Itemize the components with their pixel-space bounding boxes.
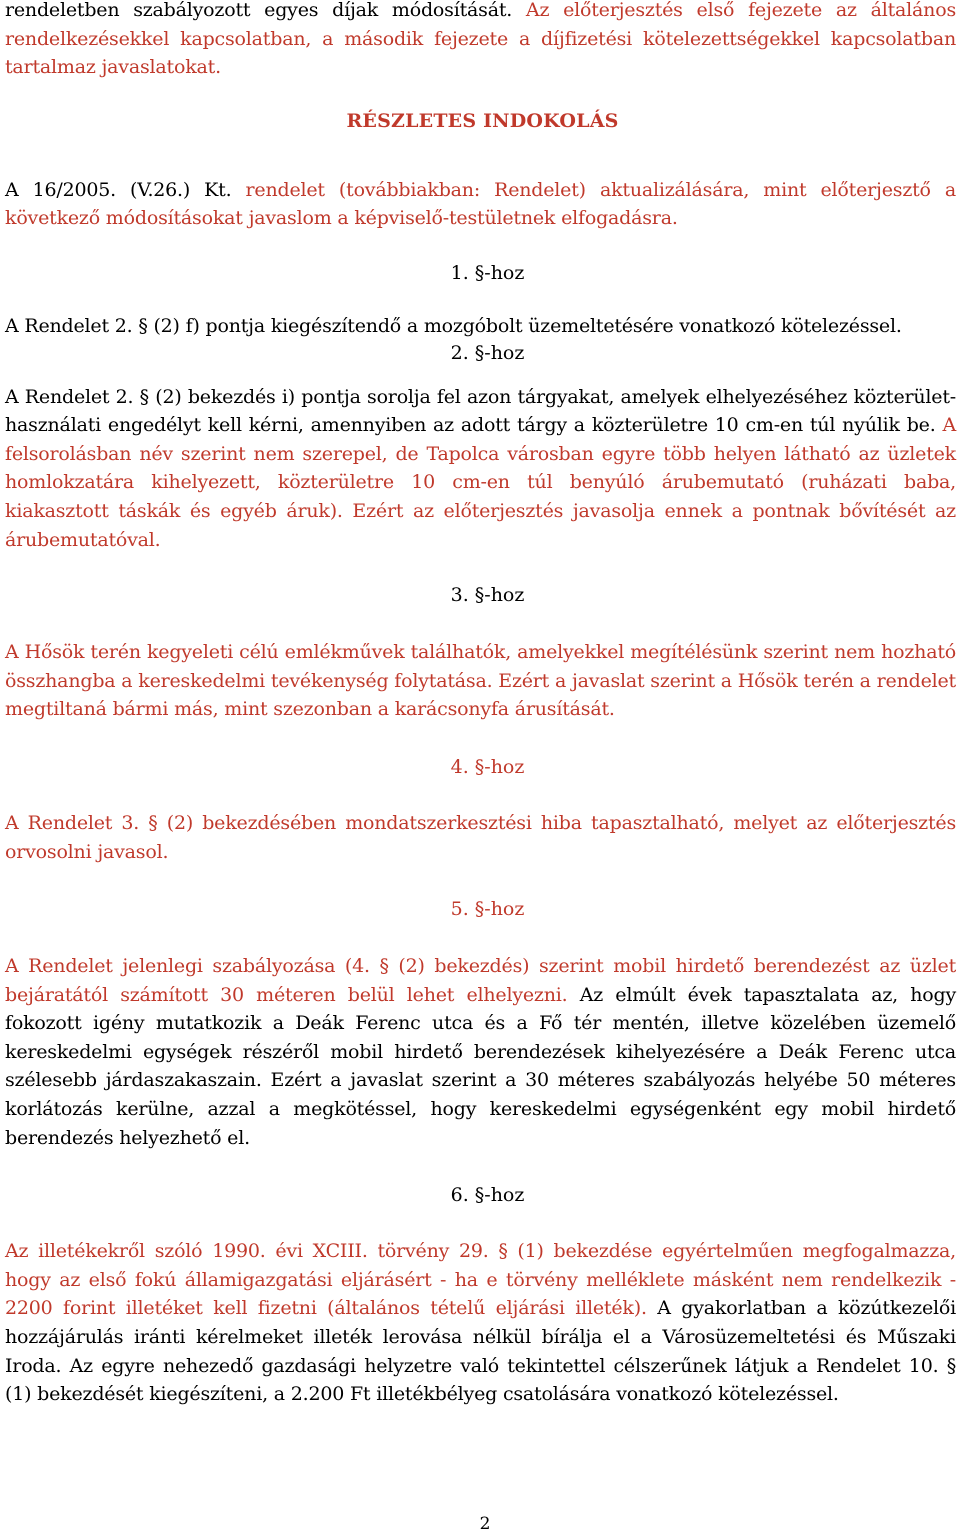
intro-paragraph bbox=[5, 0, 956, 82]
page-number: 2 bbox=[479, 1514, 491, 1534]
section-heading-4: 4. §-hoz bbox=[450, 755, 525, 778]
section-3-text: A Hősök terén kegyeleti célú emlékművek találhatók, amelyekkel megítélésünk szerint nem hozható összhangba a kereskedelmi tevékenység folytatása. Ezért a javaslat szerint a Hősök terén a rendelet megtiltaná bármi más, mint szezonban a karácsonyfa árusítását. bbox=[5, 641, 956, 721]
section-2-text-a: A Rendelet 2. § (2) bekezdés i) pontja sorolja fel azon tárgyakat, amelyek elhelyezéséhez közterület-használati engedélyt kell kérni, amennyiben az adott tárgy a közterületre 10 cm-en túl nyúlik be. bbox=[5, 385, 956, 437]
section-5-text-b: Az elmúlt évek tapasztalata az, hogy fokozott igény mutatkozik a Deák Ferenc utca és a Fő tér mentén, illetve közelében üzemelő kereskedelmi egységek részéről mobil hirdető berendezések kihelyezésére a Deák Ferenc utca szélesebb járdaszakaszain. Ezért a javaslat szerint a 30 méteres szabályozás helyébe 50 méteres korlátozás kerülne, azzal a megkötéssel, hogy kereskedelmi egységenként egy mobil hirdető berendezés helyezhető el. bbox=[5, 983, 956, 1149]
section-4-text: A Rendelet 3. § (2) bekezdésében mondatszerkesztési hiba tapasztalható, melyet az előterjesztés orvosolni javasol. bbox=[5, 811, 956, 863]
section-heading-1: 1. §-hoz bbox=[450, 261, 525, 284]
section-6-text-b: A gyakorlatban a közútkezelői hozzájárulás iránti kérelmeket illeték lerovása nélkül bírálja el a Városüzemeltetési és Műszaki Iroda. Az egyre nehezedő gazdasági helyzetre való tekintettel célszerűnek látjuk a Rendelet 10. § (1) bekezdését kiegészíteni, a 2.200 Ft illetékbélyeg csatolására vonatkozó kötelezéssel. bbox=[5, 1297, 956, 1406]
section-6-text-a: Az illetékekről szóló 1990. évi XCIII. törvény 29. § (1) bekezdése egyértelműen megfogalmazza, hogy az első fokú államigazgatási eljárásért - ha e törvény melléklete másként nem rendelkezik - 2200 forint illetéket kell fizetni (általános tételű eljárási illeték). bbox=[5, 1240, 956, 1320]
section-paragraph-2 bbox=[5, 383, 956, 555]
section-heading-5: 5. §-hoz bbox=[450, 898, 525, 921]
intro-text-b: Az előterjesztés első fejezete az általános rendelkezésekkel kapcsolatban, a második fejezete a díjfizetési kötelezettségekkel kapcsolatban tartalmaz javaslatokat. bbox=[5, 0, 956, 79]
section-1-text: A Rendelet 2. § (2) f) pontja kiegészítendő a mozgóbolt üzemeltetésére vonatkozó kötelezéssel. bbox=[5, 314, 902, 337]
document-page bbox=[5, 0, 956, 1409]
section-paragraph-5 bbox=[5, 952, 956, 1152]
opening-paragraph bbox=[5, 176, 956, 233]
section-paragraph-4 bbox=[5, 809, 956, 866]
section-heading-6: 6. §-hoz bbox=[450, 1184, 525, 1207]
opening-text-b: rendelet (továbbiakban: Rendelet) aktualizálására, mint előterjesztő a következő módosításokat javaslom a képviselő-testületnek elfogadásra. bbox=[5, 178, 956, 230]
section-5-text-a: A Rendelet jelenlegi szabályozása (4. § (2) bekezdés) szerint mobil hirdető berendezést az üzlet bejáratától számított 30 méteren belül lehet elhelyezni. bbox=[5, 955, 956, 1006]
section-paragraph-3 bbox=[5, 638, 956, 724]
opening-text-a: A 16/2005. (V.26.) Kt. bbox=[5, 178, 232, 201]
section-2-text-b: A felsorolásban név szerint nem szerepel, de Tapolca városban egyre több helyen látható az üzletek homlokzatára kihelyezett, közterületre 10 cm-en túl benyúló árubemutató (ruházati baba, kiakasztott táskák és egyéb áruk). Ezért az előterjesztés javasolja ennek a pontnak bővítését az árubemutatóval. bbox=[5, 414, 956, 551]
intro-text-a: rendeletben szabályozott egyes díjak módosítását. bbox=[5, 0, 513, 21]
section-paragraph-6 bbox=[5, 1237, 956, 1409]
section-heading-2: 2. §-hoz bbox=[450, 341, 525, 364]
section-title: RÉSZLETES INDOKOLÁS bbox=[346, 109, 619, 132]
section-heading-3: 3. §-hoz bbox=[450, 584, 525, 607]
section-paragraph-1 bbox=[5, 312, 956, 341]
